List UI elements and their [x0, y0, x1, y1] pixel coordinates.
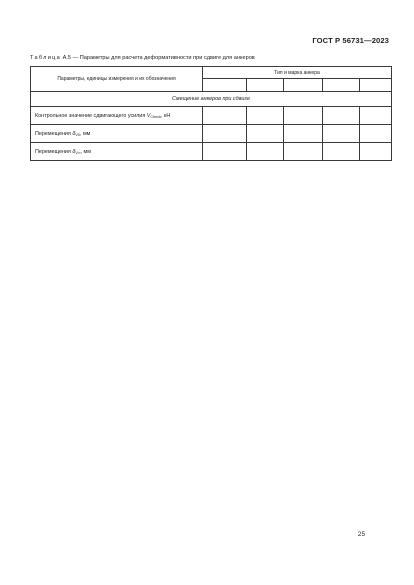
parameters-table	[30, 66, 392, 161]
value-cell	[284, 125, 323, 143]
caption-label: Таблица	[30, 55, 62, 61]
value-cell	[360, 143, 392, 161]
value-cell	[360, 107, 392, 125]
value-cell	[360, 125, 392, 143]
table-row	[31, 143, 392, 161]
section-title: Смещение анкеров при сдвиге	[31, 92, 392, 107]
anchor-type-cell	[360, 79, 392, 92]
table-header-row	[31, 67, 392, 79]
value-cell	[203, 143, 247, 161]
standard-number: ГОСТ Р 56731—2023	[312, 36, 389, 45]
anchor-type-cell	[203, 79, 247, 92]
table-caption	[30, 55, 390, 61]
value-cell	[247, 143, 284, 161]
page-number: 25	[357, 531, 365, 538]
anchor-type-cell	[284, 79, 323, 92]
anchor-type-cell	[247, 79, 284, 92]
value-cell	[203, 107, 247, 125]
table-row	[31, 107, 392, 125]
value-cell	[323, 143, 360, 161]
value-cell	[247, 125, 284, 143]
section-row	[31, 92, 392, 107]
params-column-header: Параметры, единицы измерения и их обозначения	[31, 67, 203, 92]
value-cell	[323, 125, 360, 143]
value-cell	[203, 125, 247, 143]
caption-text: — Параметры для расчета деформативности при сдвиге для анкеров	[72, 55, 255, 61]
table-row	[31, 125, 392, 143]
caption-number: А.5	[62, 55, 72, 61]
row-label: Перемещения $\delta_{V\infty}$, мм	[31, 143, 203, 161]
value-cell	[284, 143, 323, 161]
row-label: Контрольное значение сдвигающего усилия $V_{Check}$, кН	[31, 107, 203, 125]
anchor-type-cell	[323, 79, 360, 92]
value-cell	[284, 107, 323, 125]
anchor-type-column-header: Тип и марка анкера	[203, 67, 392, 79]
row-label: Перемещения $\delta_{V0}$, мм	[31, 125, 203, 143]
value-cell	[247, 107, 284, 125]
value-cell	[323, 107, 360, 125]
